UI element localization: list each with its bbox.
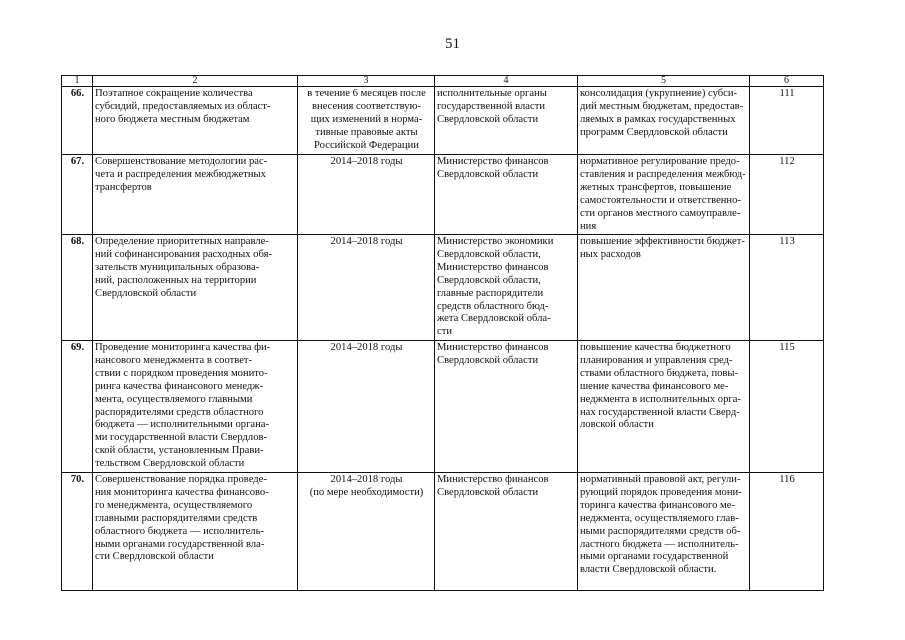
- executor-text: Министерство финансов Свердловской области: [437, 342, 549, 366]
- measure-text: Проведение мониторинга качества фи- нансового менеджмента в соответ- ствии с порядком проведения монито- ринга качества финансового менедж- мента, осуществляемого главными распорядителями средств областного бюджета — исполнительными органа- ми государственной власти Свердлов- ской области, установленным Прави- тельством Свердловской области: [95, 342, 271, 470]
- row-number: 70.: [62, 473, 93, 591]
- column-header-1: 1: [62, 76, 93, 87]
- reference-cell: 111: [750, 87, 824, 155]
- measure-cell: [93, 473, 298, 591]
- measure-text: Совершенствование порядка проведе- ния мониторинга качества финансово- го менеджмента, осуществляемого главными распорядителями средств областного бюджета — исполнитель- ными органами государственной вла- сти Свердловской области: [95, 474, 269, 563]
- result-text: повышение качества бюджетного планирования и управления сред- ствами областного бюджета, повы- шение качества финансового ме- неджмента в исполнительных орга- нах государственной власти Сверд- ловской области: [580, 342, 741, 431]
- measure-cell: [93, 341, 298, 473]
- row-number: 67.: [62, 155, 93, 235]
- reference-cell: 115: [750, 341, 824, 473]
- executor-cell: [435, 155, 578, 235]
- term-text: 2014–2018 годы: [330, 236, 403, 247]
- executor-text: Министерство экономики Свердловской области, Министерство финансов Свердловской области, главные распорядители средств областного бюд- жета Свердловской обла- сти: [437, 236, 554, 338]
- row-number: 68.: [62, 235, 93, 341]
- executor-text: исполнительные органы государственной власти Свердловской области: [437, 88, 547, 125]
- term-cell: [298, 87, 435, 155]
- term-text: 2014–2018 годы: [330, 156, 403, 167]
- term-text: 2014–2018 годы: [330, 342, 403, 353]
- measure-cell: [93, 87, 298, 155]
- column-header-4: 4: [435, 76, 578, 87]
- reference-cell: 113: [750, 235, 824, 341]
- result-cell: [578, 473, 750, 591]
- executor-text: Министерство финансов Свердловской области: [437, 474, 549, 498]
- table-row: [62, 235, 824, 341]
- result-cell: [578, 235, 750, 341]
- executor-cell: [435, 341, 578, 473]
- term-cell: [298, 341, 435, 473]
- row-number: 66.: [62, 87, 93, 155]
- column-header-3: 3: [298, 76, 435, 87]
- result-text: повышение эффективности бюджет- ных расходов: [580, 236, 745, 260]
- table-row: [62, 87, 824, 155]
- table-row: [62, 341, 824, 473]
- header-row: [62, 76, 824, 87]
- row-number: 69.: [62, 341, 93, 473]
- measure-text: Совершенствование методологии рас- чета и распределения межбюджетных трансфертов: [95, 156, 268, 193]
- measure-text: Определение приоритетных направле- ний софинансирования расходных обя- зательств муниципальных образова- ний, расположенных на территории Свердловской области: [95, 236, 273, 299]
- term-cell: [298, 473, 435, 591]
- executor-cell: [435, 87, 578, 155]
- table-row: [62, 155, 824, 235]
- column-header-5: 5: [578, 76, 750, 87]
- term-cell: [298, 235, 435, 341]
- executor-cell: [435, 473, 578, 591]
- result-text: нормативный правовой акт, регули- рующий порядок проведения мони- торинга качества финансового ме- неджмента, осуществляемого глав- ными распорядителями средств об- ластного бюджета — исполнитель- ными органами государственной власти Свердловской области.: [580, 474, 742, 576]
- column-header-6: 6: [750, 76, 824, 87]
- result-text: консолидация (укрупнение) субси- дий местным бюджетам, предостав- ляемых в рамках государственных программ Свердловской области: [580, 88, 744, 138]
- table-row: [62, 473, 824, 591]
- result-text: нормативное регулирование предо- ставления и распределения межбюд- жетных трансфертов, повышение самостоятельности и ответственно- сти органов местного самоуправле- ния: [580, 156, 746, 232]
- measure-text: Поэтапное сокращение количества субсидий, предоставляемых из област- ного бюджета местным бюджетам: [95, 88, 271, 125]
- reference-cell: 116: [750, 473, 824, 591]
- measure-cell: [93, 155, 298, 235]
- result-cell: [578, 155, 750, 235]
- measure-cell: [93, 235, 298, 341]
- measures-table: [61, 75, 824, 591]
- term-text: 2014–2018 годы (по мере необходимости): [309, 474, 424, 498]
- result-cell: [578, 341, 750, 473]
- result-cell: [578, 87, 750, 155]
- page-number: 51: [445, 36, 460, 52]
- executor-cell: [435, 235, 578, 341]
- executor-text: Министерство финансов Свердловской области: [437, 156, 549, 180]
- term-text: в течение 6 месяцев после внесения соответствую- щих изменений в норма- тивные правовые акты Российской Федерации: [307, 88, 426, 151]
- term-cell: [298, 155, 435, 235]
- column-header-2: 2: [93, 76, 298, 87]
- reference-cell: 112: [750, 155, 824, 235]
